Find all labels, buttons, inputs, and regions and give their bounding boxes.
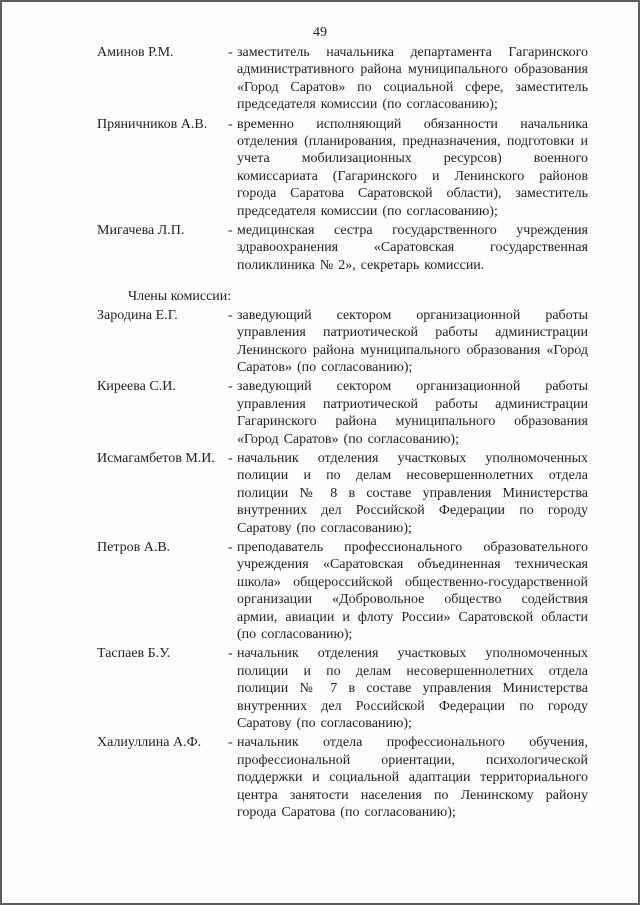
members-section-heading: Члены комиссии: <box>128 289 232 305</box>
entry-dash: - <box>228 116 233 132</box>
entry-description: начальник отделения участковых уполномоченных полиции и по делам несовершеннолетних отдела полиции № 8 в составе управления Министерства внутренних дел Российской Федерации по городу Саратову (по согласованию); <box>237 450 588 536</box>
commission-entry <box>97 645 588 732</box>
entry-description: начальник отдела профессионального обучения, профессиональной ориентации, психологической поддержки и социальной адаптации территориального центра занятости населения по Ленинскому району города Саратова (по согласованию); <box>237 735 588 821</box>
entry-description: временно исполняющий обязанности начальника отделения (планирования, предназначения, подготовки и учета мобилизационных ресурсов) военного комиссариата (Гагаринского и Ленинского районов города Саратова Саратовской области), заместитель председателя комиссии (по согласованию); <box>237 116 588 219</box>
entry-description: начальник отделения участковых уполномоченных полиции и по делам несовершеннолетних отдела полиции № 7 в составе управления Министерства внутренних дел Российской Федерации по городу Саратову (по согласованию); <box>237 646 588 732</box>
entry-name: Аминов Р.М. <box>97 45 174 60</box>
entry-description: заведующий сектором организационной работы управления патриотической работы администрации Гагаринского района муниципального образования «Город Саратов» (по согласованию); <box>237 379 588 447</box>
commission-entry <box>97 450 588 537</box>
entry-dash: - <box>228 223 233 239</box>
commission-entry <box>97 378 588 448</box>
entry-dash: - <box>228 379 233 395</box>
entry-description: медицинская сестра государственного учреждения здравоохранения «Саратовская государственная поликлиника № 2», секретарь комиссии. <box>237 223 588 273</box>
commission-entry <box>97 116 588 220</box>
commission-entry <box>97 44 588 114</box>
page-number: 49 <box>313 25 327 40</box>
entry-dash: - <box>228 45 233 60</box>
commission-entry <box>97 734 588 821</box>
entry-description: заведующий сектором организационной работы управления патриотической работы администрации Ленинского района муниципального образования «Город Саратов» (по согласованию); <box>237 307 588 375</box>
entry-name: Петров А.В. <box>97 539 171 555</box>
entry-dash: - <box>228 539 233 555</box>
entry-name: Таспаев Б.У. <box>97 646 171 662</box>
entry-name: Пряничников А.В. <box>97 116 208 132</box>
commission-entry <box>97 222 588 274</box>
entry-name: Киреева С.И. <box>97 379 176 395</box>
entry-name: Халиуллина А.Ф. <box>97 735 202 751</box>
entry-dash: - <box>228 735 233 751</box>
commission-entry <box>97 539 588 643</box>
entry-dash: - <box>228 646 233 662</box>
entry-name: Мигачева Л.П. <box>97 223 185 239</box>
commission-entry <box>97 307 588 377</box>
entry-name: Зародина Е.Г. <box>97 307 178 323</box>
entry-name: Исмагамбетов М.И. <box>97 450 215 466</box>
entry-dash: - <box>228 307 233 323</box>
entry-description: заместитель начальника департамента Гагаринского административного района муниципального образования «Город Саратов» по социальной сфере, заместитель председателя комиссии (по согласованию); <box>237 45 588 113</box>
entry-dash: - <box>228 450 233 466</box>
entry-description: преподаватель профессионального образовательного учреждения «Саратовская объединенная техническая школа» общероссийской общественно-государственной организации «Добровольное общество содействия армии, авиации и флоту России» Саратовской области (по согласованию); <box>237 539 588 642</box>
